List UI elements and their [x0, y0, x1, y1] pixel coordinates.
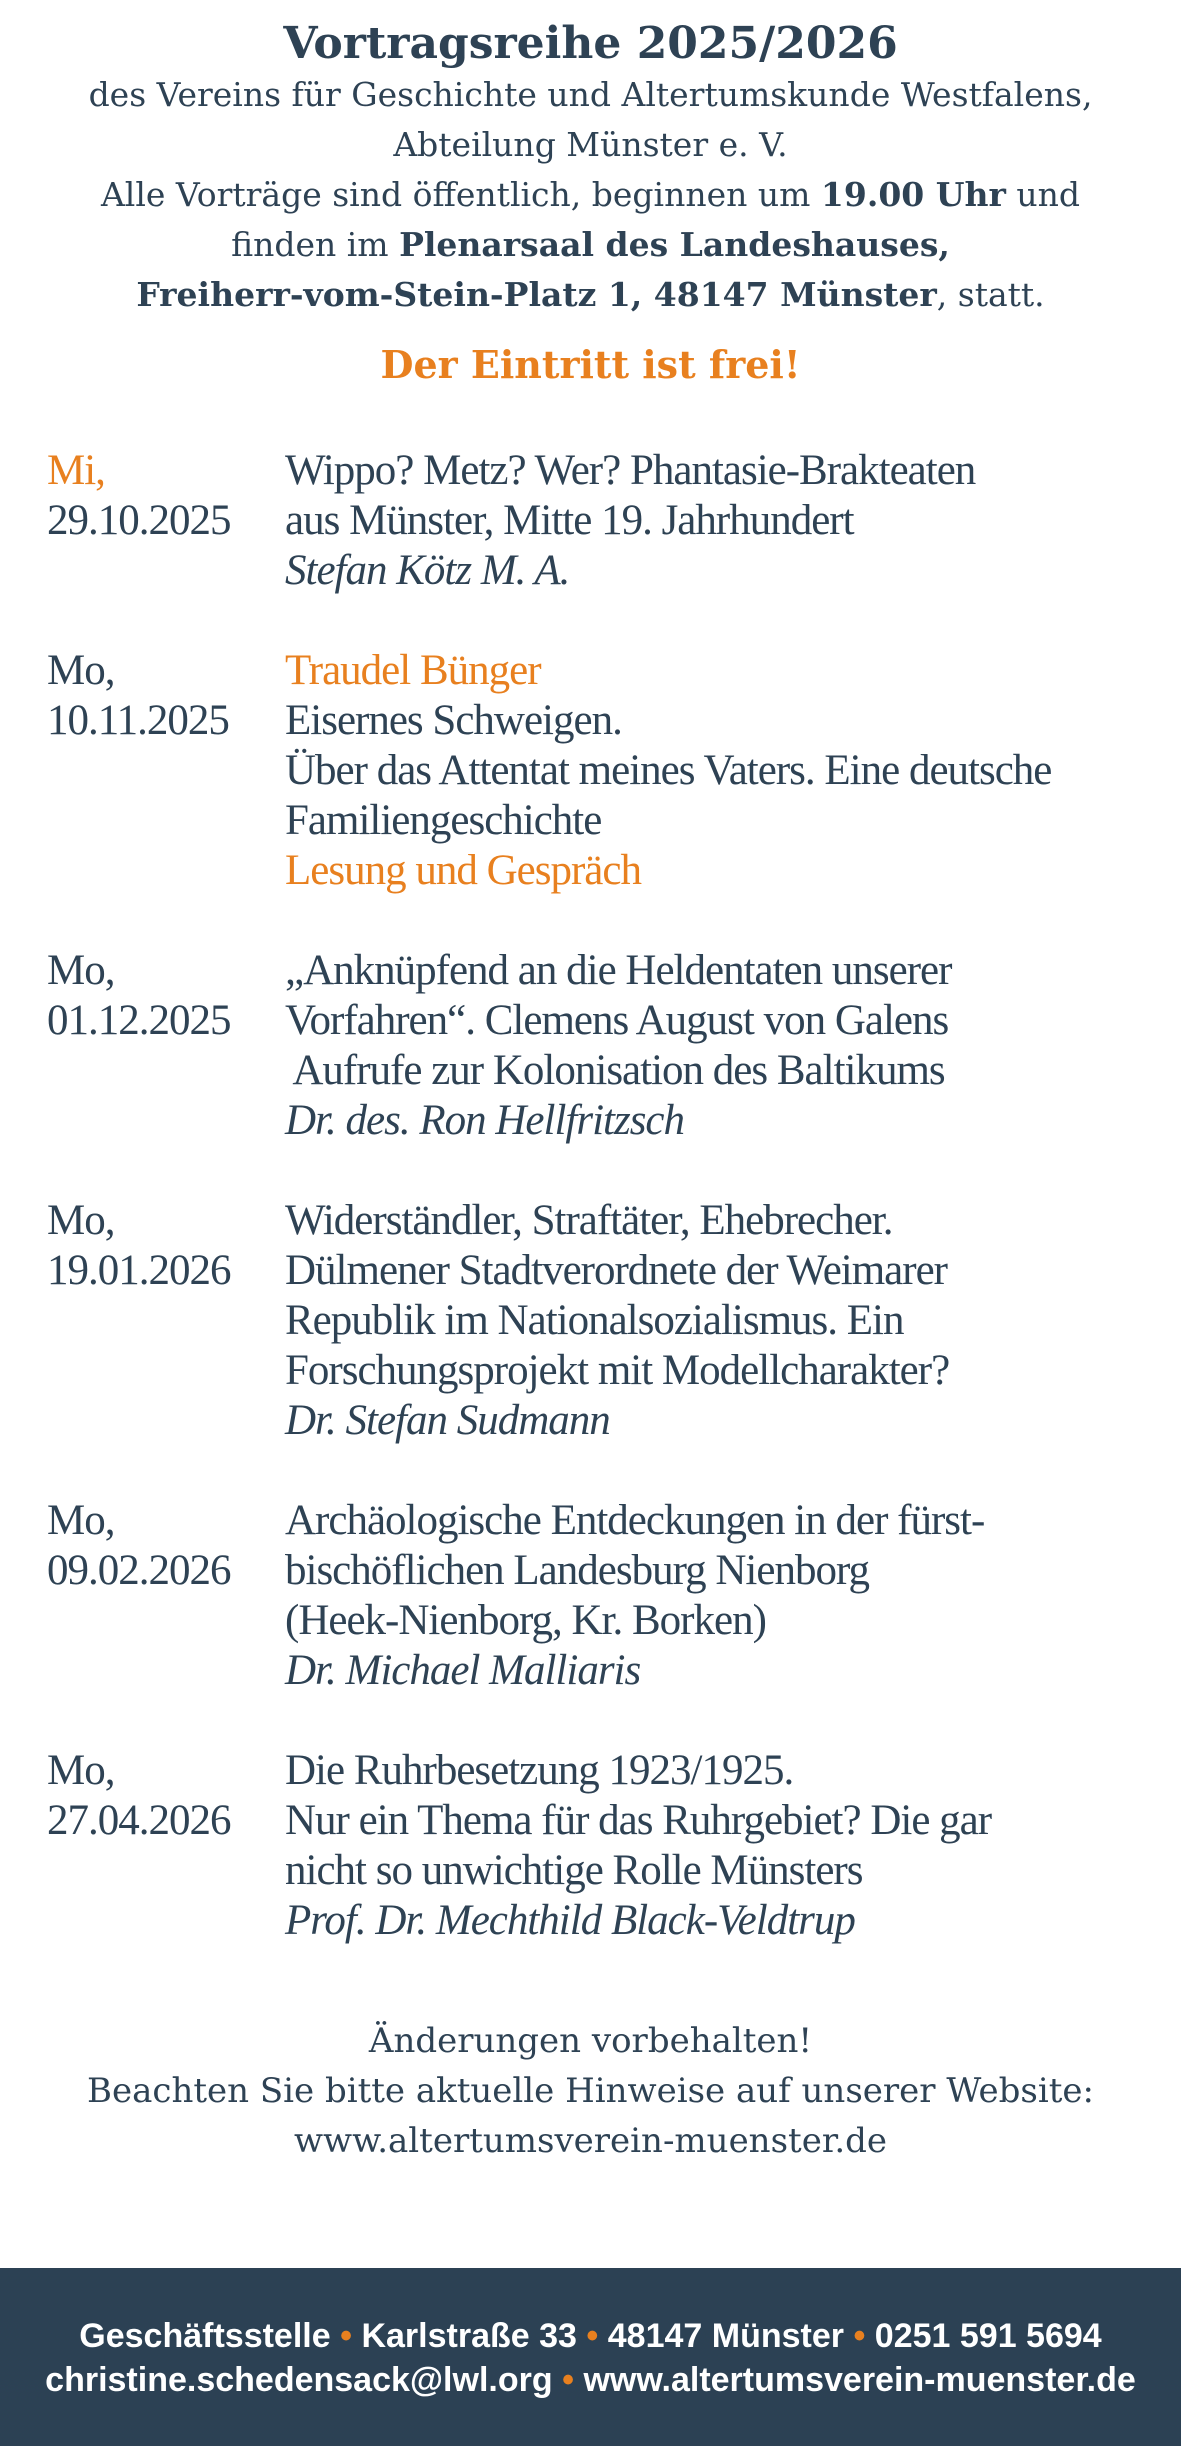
footer-bar: [0, 2268, 1181, 2446]
event-title-line: Nur ein Thema für das Ruhrgebiet? Die gar: [285, 1797, 992, 1844]
info-line-venue: [0, 220, 1181, 270]
event-weekday: Mi,: [47, 447, 105, 494]
office-city: 48147 Münster: [607, 2317, 844, 2355]
department-line: Abteilung Münster e. V.: [393, 125, 788, 164]
event-weekday: Mo,: [47, 1747, 115, 1794]
event-details: [285, 446, 1167, 596]
event-weekday: Mo,: [47, 1197, 115, 1244]
bullet-separator: •: [586, 2317, 599, 2355]
venue-name: Plenarsaal des Landeshauses,: [399, 225, 950, 264]
page-title: Vortragsreihe 2025/2026: [283, 18, 898, 69]
event-date: [47, 946, 287, 1046]
website-link[interactable]: www.altertumsverein-muenster.de: [293, 2121, 888, 2161]
bullet-separator: •: [562, 2361, 574, 2399]
event-date: [47, 1746, 287, 1846]
event-details: [285, 646, 1167, 896]
event-weekday: Mo,: [47, 647, 115, 694]
event-date-value: 19.01.2026: [47, 1247, 231, 1294]
event-title-line: Wippo? Metz? Wer? Phantasie-Brakteaten: [285, 447, 976, 494]
footer-website[interactable]: www.altertumsverein-muenster.de: [583, 2361, 1136, 2399]
notes-section: [0, 2016, 1181, 2166]
website-hint: Beachten Sie bitte aktuelle Hinweise auf unserer Website:: [87, 2071, 1094, 2111]
bullet-separator: •: [340, 2317, 353, 2355]
event-date: [47, 646, 287, 746]
footer-contact-line: [0, 2268, 1181, 2358]
office-label: Geschäftsstelle: [79, 2317, 331, 2355]
event-details: [285, 946, 1167, 1146]
event-title-line: Vorfahren“. Clemens August von Galens: [285, 997, 949, 1044]
bullet-separator: •: [853, 2317, 866, 2355]
event-title-line: Forschungsprojekt mit Modellcharakter?: [285, 1347, 950, 1394]
start-time: 19.00 Uhr: [820, 175, 1006, 214]
office-street: Karlstraße 33: [361, 2317, 577, 2355]
event-speaker: Prof. Dr. Mechthild Black-Veldtrup: [285, 1897, 855, 1944]
event-details: [285, 1496, 1167, 1696]
info-text: Alle Vorträge sind öffentlich, beginnen um: [100, 175, 821, 214]
event-item: [47, 1746, 1167, 1946]
event-speaker: Stefan Kötz M. A.: [285, 547, 570, 594]
event-item: [47, 1196, 1167, 1446]
office-phone[interactable]: 0251 591 5694: [874, 2317, 1102, 2355]
event-title-line: Archäologische Entdeckungen in der fürst-: [285, 1497, 985, 1544]
changes-notice: Änderungen vorbehalten!: [368, 2021, 813, 2061]
event-item: [47, 646, 1167, 896]
event-title-line: Über das Attentat meines Vaters. Eine deutsche: [285, 747, 1052, 794]
event-date-value: 29.10.2025: [47, 497, 231, 544]
event-date: [47, 1496, 287, 1596]
event-details: [285, 1196, 1167, 1446]
venue-address: Freiherr-vom-Stein-Platz 1, 48147 Münster: [136, 275, 937, 314]
event-date-value: 10.11.2025: [47, 697, 229, 744]
info-line-time: [0, 170, 1181, 220]
free-entry-notice: Der Eintritt ist frei!: [380, 342, 801, 387]
event-weekday: Mo,: [47, 1497, 115, 1544]
event-title-line: aus Münster, Mitte 19. Jahrhundert: [285, 497, 854, 544]
event-format: Lesung und Gespräch: [285, 847, 641, 894]
event-speaker: Dr. Michael Malliaris: [285, 1647, 641, 1694]
event-title-line: Eisernes Schweigen.: [285, 697, 622, 744]
info-line-address: [0, 270, 1181, 320]
info-text: und: [1005, 175, 1081, 214]
footer-web-line: [0, 2358, 1181, 2402]
event-title-line: Dülmener Stadtverordnete der Weimarer: [285, 1247, 947, 1294]
contact-email[interactable]: christine.schedensack@lwl.org: [45, 2361, 553, 2399]
event-item: [47, 1496, 1167, 1696]
event-title-line: bischöflichen Landesburg Nienborg: [285, 1547, 869, 1594]
event-speaker: Dr. Stefan Sudmann: [285, 1397, 610, 1444]
header: [0, 18, 1181, 390]
event-weekday: Mo,: [47, 947, 115, 994]
event-date: [47, 1196, 287, 1296]
event-date-value: 27.04.2026: [47, 1797, 231, 1844]
info-text: finden im: [231, 225, 400, 264]
event-title-line: Widerständler, Straftäter, Ehebrecher.: [285, 1197, 893, 1244]
event-list: [47, 446, 1167, 1996]
event-item: [47, 946, 1167, 1146]
event-title-line: Aufrufe zur Kolonisation des Baltikums: [285, 1047, 945, 1094]
association-line: des Vereins für Geschichte und Altertumskunde Westfalens,: [88, 75, 1093, 114]
event-title-line: „Anknüpfend an die Heldentaten unserer: [285, 947, 952, 994]
event-item: [47, 446, 1167, 596]
event-date: [47, 446, 287, 546]
event-title-line: (Heek-Nienborg, Kr. Borken): [285, 1597, 766, 1644]
event-title-line: Familiengeschichte: [285, 797, 602, 844]
info-text: , statt.: [936, 275, 1045, 314]
event-date-value: 09.02.2026: [47, 1547, 231, 1594]
event-date-value: 01.12.2025: [47, 997, 231, 1044]
event-title-line: Republik im Nationalsozialismus. Ein: [285, 1297, 904, 1344]
event-title-line: nicht so unwichtige Rolle Münsters: [285, 1847, 863, 1894]
event-title-line: Die Ruhrbesetzung 1923/1925.: [285, 1747, 794, 1794]
event-details: [285, 1746, 1167, 1946]
event-speaker: Dr. des. Ron Hellfritzsch: [285, 1097, 685, 1144]
event-author: Traudel Bünger: [285, 647, 541, 694]
